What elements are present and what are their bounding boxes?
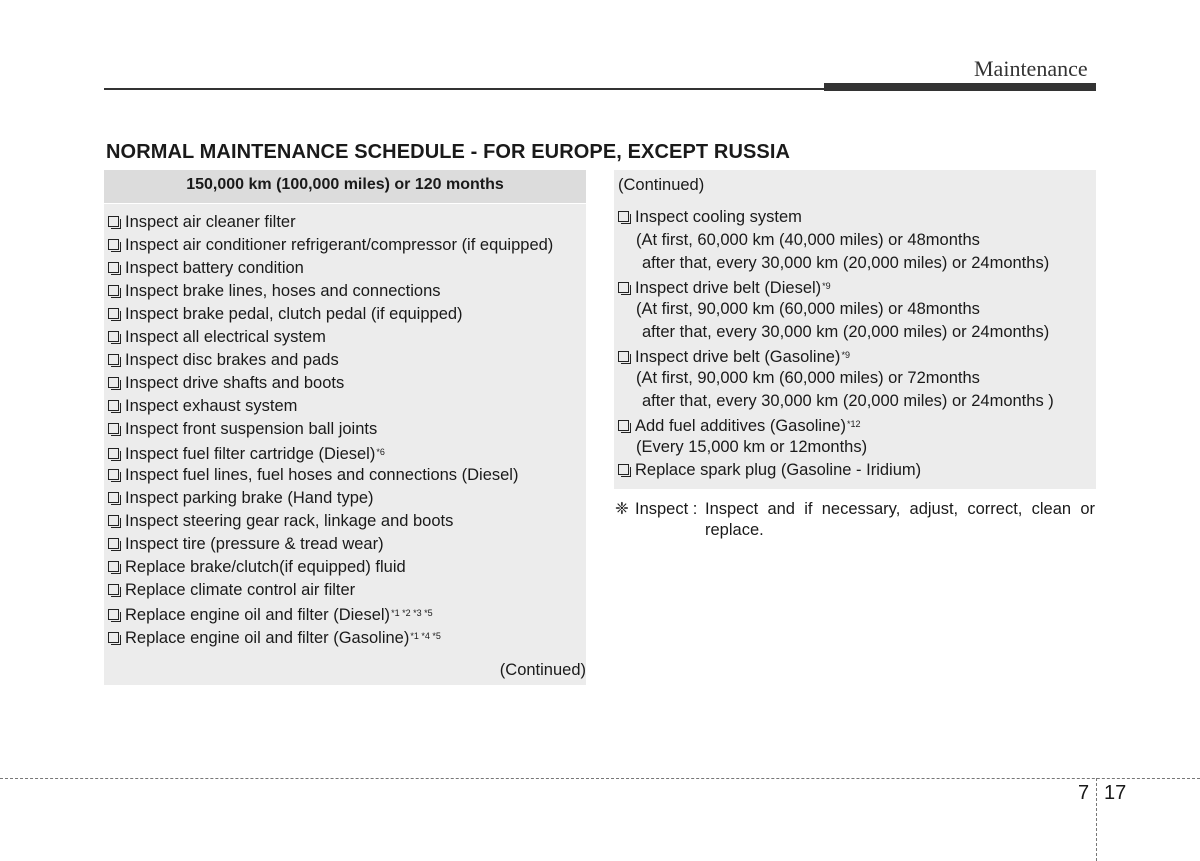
item-label: Replace engine oil and filter (Diesel) xyxy=(125,606,391,624)
footnote-ref: *1 *2 *3 *5 xyxy=(391,608,433,618)
checkbox-icon xyxy=(108,377,119,388)
checklist-item xyxy=(108,625,553,648)
checklist-item xyxy=(108,441,553,464)
item-label: Inspect tire (pressure & tread wear) xyxy=(125,535,384,553)
checkbox-icon xyxy=(618,282,629,293)
checkbox-icon xyxy=(108,538,119,549)
footnote-ref: *6 xyxy=(376,447,385,457)
item-label: Inspect air cleaner filter xyxy=(125,213,296,231)
checkbox-icon xyxy=(108,262,119,273)
item-detail: after that, every 30,000 km (20,000 miles) or 24months) xyxy=(642,323,1050,341)
item-label: Inspect fuel lines, fuel hoses and connections (Diesel) xyxy=(125,466,519,484)
checkbox-icon xyxy=(108,609,119,620)
footnote-definition: Inspect and if necessary, adjust, correct, clean or xyxy=(705,500,1095,518)
checkbox-icon xyxy=(108,331,119,342)
checkbox-icon xyxy=(108,239,119,250)
schedule-panel-right xyxy=(614,170,1096,489)
checkbox-icon xyxy=(618,211,629,222)
checklist-item xyxy=(618,344,1054,367)
checklist-item xyxy=(108,349,553,372)
checklist-item xyxy=(618,367,1054,390)
checklist-item xyxy=(108,556,553,579)
checklist-item xyxy=(618,298,1054,321)
checklist-item xyxy=(618,459,1054,482)
checkbox-icon xyxy=(108,469,119,480)
checklist-item xyxy=(618,229,1054,252)
item-detail: (At first, 60,000 km (40,000 miles) or 48months xyxy=(636,231,980,249)
item-label: Inspect parking brake (Hand type) xyxy=(125,489,374,507)
item-label: Inspect drive shafts and boots xyxy=(125,374,345,392)
checklist-item xyxy=(108,372,553,395)
checkbox-icon xyxy=(108,308,119,319)
checkbox-icon xyxy=(108,400,119,411)
checklist-item xyxy=(108,510,553,533)
checklist-item xyxy=(618,206,1054,229)
item-label: Inspect disc brakes and pads xyxy=(125,351,339,369)
checkbox-icon xyxy=(108,448,119,459)
checklist-item xyxy=(108,602,553,625)
checklist-item xyxy=(618,413,1054,436)
footnote xyxy=(615,499,1095,541)
page-heading: NORMAL MAINTENANCE SCHEDULE - FOR EUROPE, EXCEPT RUSSIA xyxy=(106,141,791,163)
checklist-item xyxy=(618,390,1054,413)
footnote-ref: *1 *4 *5 xyxy=(410,631,441,641)
item-detail: (Every 15,000 km or 12months) xyxy=(636,438,868,456)
checklist-right xyxy=(618,206,1054,482)
checklist-item xyxy=(108,303,553,326)
item-label: Inspect drive belt (Diesel) xyxy=(635,279,822,297)
checkbox-icon xyxy=(108,584,119,595)
item-label: Inspect front suspension ball joints xyxy=(125,420,378,438)
checklist-item xyxy=(618,436,1054,459)
checkbox-icon xyxy=(108,423,119,434)
item-label: Inspect drive belt (Gasoline) xyxy=(635,348,841,366)
checklist-item xyxy=(108,326,553,349)
item-label: Inspect all electrical system xyxy=(125,328,326,346)
checkbox-icon xyxy=(108,515,119,526)
checkbox-icon xyxy=(108,632,119,643)
item-label: Inspect cooling system xyxy=(635,208,802,226)
footnote-ref: *9 xyxy=(822,281,831,291)
item-detail: (At first, 90,000 km (60,000 miles) or 72months xyxy=(636,369,980,387)
footnote-ref: *12 xyxy=(846,419,861,429)
item-label: Add fuel additives (Gasoline) xyxy=(635,417,846,435)
checklist-item xyxy=(618,252,1054,275)
item-label: Replace spark plug (Gasoline - Iridium) xyxy=(635,461,922,479)
checklist-item xyxy=(108,234,553,257)
item-label: Inspect battery condition xyxy=(125,259,304,277)
checklist-item xyxy=(618,275,1054,298)
schedule-panel-left xyxy=(104,170,586,685)
checklist-item xyxy=(108,464,553,487)
item-detail: after that, every 30,000 km (20,000 miles) or 24months) xyxy=(642,254,1050,272)
checklist-item xyxy=(108,257,553,280)
item-label: Replace climate control air filter xyxy=(125,581,356,599)
interval-header: 150,000 km (100,000 miles) or 120 months xyxy=(104,170,586,204)
item-label: Replace engine oil and filter (Gasoline) xyxy=(125,629,410,647)
item-detail: after that, every 30,000 km (20,000 miles) or 24months ) xyxy=(642,392,1054,410)
checklist-item xyxy=(108,395,553,418)
item-label: Inspect brake lines, hoses and connections xyxy=(125,282,441,300)
chapter-number: 7 xyxy=(1078,782,1090,804)
checklist-item xyxy=(108,280,553,303)
checkbox-icon xyxy=(618,420,629,431)
item-label: Inspect fuel filter cartridge (Diesel) xyxy=(125,445,376,463)
checklist-item xyxy=(108,418,553,441)
checkbox-icon xyxy=(108,492,119,503)
checkbox-icon xyxy=(108,216,119,227)
continued-label-top: (Continued) xyxy=(618,176,705,194)
checklist-item xyxy=(108,579,553,602)
footnote-definition-cont: replace. xyxy=(705,521,764,539)
checklist-item xyxy=(108,533,553,556)
header-rule-thin xyxy=(104,88,824,90)
checkbox-icon xyxy=(618,351,629,362)
item-label: Inspect exhaust system xyxy=(125,397,298,415)
item-label: Inspect steering gear rack, linkage and boots xyxy=(125,512,454,530)
checkbox-icon xyxy=(618,464,629,475)
header-rule-thick xyxy=(824,83,1096,91)
footer-dashed-rule xyxy=(0,778,1200,779)
checklist-left xyxy=(108,211,553,648)
continued-label-bottom: (Continued) xyxy=(499,661,586,679)
item-label: Replace brake/clutch(if equipped) fluid xyxy=(125,558,406,576)
checklist-item xyxy=(108,211,553,234)
item-detail: (At first, 90,000 km (60,000 miles) or 48months xyxy=(636,300,980,318)
footnote-term: Inspect : xyxy=(635,500,698,518)
section-title: Maintenance xyxy=(974,56,1088,81)
checkbox-icon xyxy=(108,285,119,296)
item-label: Inspect air conditioner refrigerant/compressor (if equipped) xyxy=(125,236,554,254)
checklist-item xyxy=(618,321,1054,344)
checkbox-icon xyxy=(108,354,119,365)
footer-dashed-divider xyxy=(1096,778,1097,861)
item-label: Inspect brake pedal, clutch pedal (if equipped) xyxy=(125,305,463,323)
page-number: 17 xyxy=(1104,782,1127,804)
checklist-item xyxy=(108,487,553,510)
footnote-ref: *9 xyxy=(841,350,850,360)
checkbox-icon xyxy=(108,561,119,572)
footnote-symbol: ❈ xyxy=(615,500,629,518)
